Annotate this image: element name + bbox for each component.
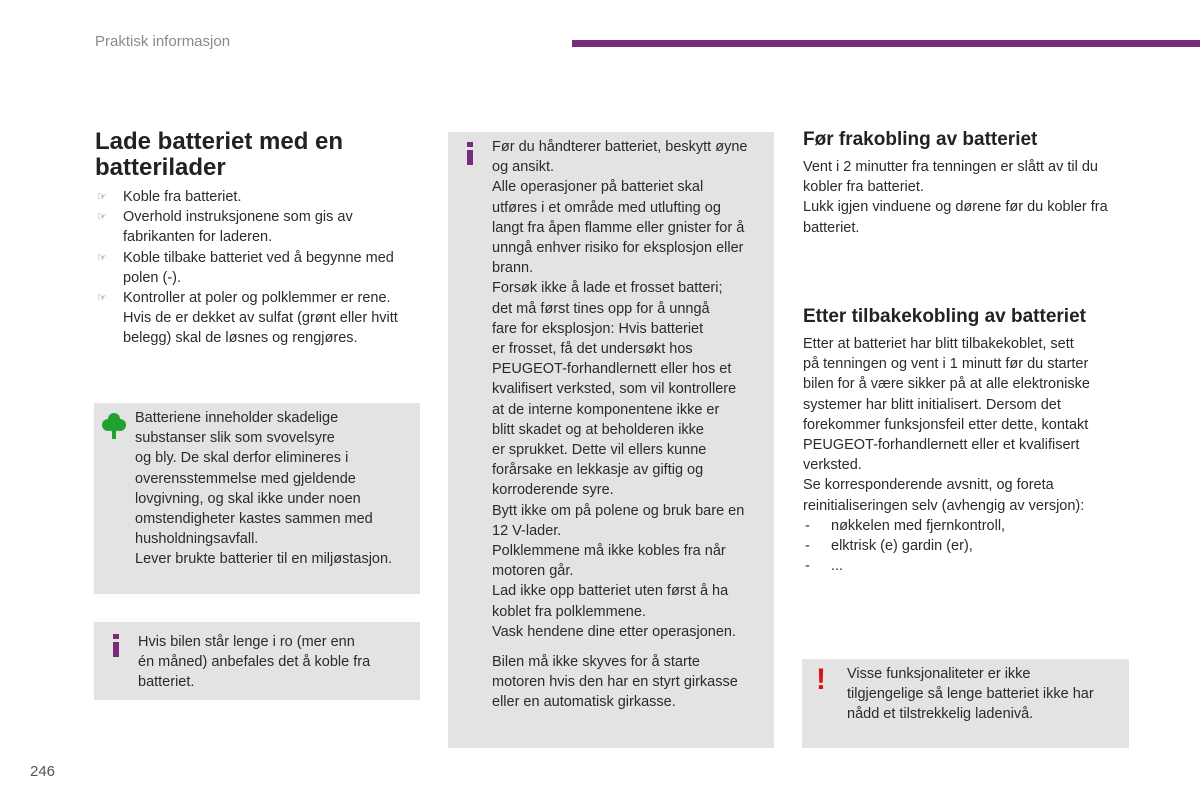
section-body <box>803 157 1133 238</box>
list-item-text: fabrikanten for laderen. <box>123 229 273 246</box>
text-line: PEUGEOT-forhandlernett eller hos et <box>492 361 732 378</box>
warning-text <box>847 664 1125 725</box>
page-number: 246 <box>30 763 56 780</box>
info-icon <box>464 142 476 165</box>
text-line: er frosset, få det undersøkt hos <box>492 341 693 358</box>
list-item: - ... <box>805 558 844 575</box>
text-line: og bly. De skal derfor elimineres i <box>135 450 349 467</box>
list-item <box>95 187 425 207</box>
text-line: Bilen må ikke skyves for å starte <box>492 654 700 671</box>
text-line: blitt skadet og at beholderen ikke <box>492 421 704 438</box>
text-line: forekommer funksjonsfeil etter dette, kontakt <box>803 416 1089 433</box>
list-item-text: ... <box>831 558 844 575</box>
text-line: og ansikt. <box>492 159 555 176</box>
list-item-text: Hvis de er dekket av sulfat (grønt eller hvitt <box>123 310 398 327</box>
text-line: batteriet. <box>803 219 860 236</box>
hand-pointer-icon: ☞ <box>97 191 107 203</box>
list-item-text: Koble fra batteriet. <box>123 189 242 205</box>
text-line: Lukk igjen vinduene og dørene før du kobler fra <box>803 199 1108 216</box>
text-line: verksted. <box>803 457 862 474</box>
text-line: Lad ikke opp batteriet uten først å ha <box>492 583 729 600</box>
header-accent-bar <box>572 40 1200 47</box>
before-disconnect-section <box>803 129 1133 238</box>
text-line: fare for eksplosjon: Hvis batteriet <box>492 320 704 337</box>
list-item <box>95 207 425 247</box>
left-column <box>95 129 425 349</box>
text-line: utføres i et område med utlufting og <box>492 199 721 216</box>
text-line: bilen for å være sikker på at alle elektroniske <box>803 376 1090 393</box>
text-line: unngå enhver risiko for eksplosjon eller <box>492 240 744 257</box>
text-line: Forsøk ikke å lade et frosset batteri; <box>492 280 723 297</box>
text-line: substanser slik som svovelsyre <box>135 430 335 447</box>
text-line: Vask hendene dine etter operasjonen. <box>492 623 736 640</box>
list-item: - elktrisk (e) gardin (er), <box>805 538 973 555</box>
list-item <box>95 288 425 349</box>
text-line: lovgivning, og skal ikke under noen <box>135 490 361 507</box>
text-line: brann. <box>492 260 534 277</box>
after-reconnect-section <box>803 306 1133 576</box>
text-line: overensstemmelse med gjeldende <box>135 470 356 487</box>
list-item-text: Overhold instruksjonene som gis av <box>123 209 353 226</box>
text-line: at de interne komponentene ikke er <box>492 401 720 418</box>
text-line: Vent i 2 minutter fra tenningen er slått av til du <box>803 159 1098 175</box>
hand-pointer-icon: ☞ <box>97 211 107 224</box>
section-body <box>803 334 1133 516</box>
text-line: motoren går. <box>492 563 574 580</box>
text-line: omstendigheter kastes sammen med <box>135 511 373 528</box>
text-line: Se korresponderende avsnitt, og foreta <box>803 477 1054 494</box>
list-item-text: Kontroller at poler og polklemmer er rene. <box>123 290 391 307</box>
text-line: nådd et tilstrekkelig ladenivå. <box>847 706 1034 723</box>
text-line: langt fra åpen flamme eller gnister for å <box>492 219 745 236</box>
text-line: koblet fra polklemmene. <box>492 603 646 620</box>
text-line: Bytt ikke om på polene og bruk bare en <box>492 502 745 519</box>
page-title-line-2: batterilader <box>95 154 226 181</box>
text-line: Før du håndterer batteriet, beskytt øyne <box>492 139 748 155</box>
text-line: Batteriene inneholder skadelige <box>135 410 339 426</box>
text-line: Hvis bilen står lenge i ro (mer enn <box>138 634 355 650</box>
charging-steps <box>95 187 425 349</box>
text-line: forårsake en lekkasje av giftig og <box>492 462 704 479</box>
exclamation-icon: ! <box>816 663 826 696</box>
text-line: eller en automatisk girkasse. <box>492 694 676 711</box>
text-line: Lever brukte batterier til en miljøstasjon. <box>135 551 393 568</box>
text-line: batteriet. <box>138 674 195 691</box>
text-line: Polklemmene må ikke kobles fra når <box>492 543 726 560</box>
reinit-list <box>803 516 1133 577</box>
list-item-text: elktrisk (e) gardin (er), <box>831 538 973 555</box>
text-line: systemer har blitt initialisert. Dersom det <box>803 396 1061 413</box>
section-header: Praktisk informasjon <box>95 33 231 50</box>
text-line: PEUGEOT-forhandlernett eller et kvalifisert <box>803 437 1080 454</box>
section-title: Etter tilbakekobling av batteriet <box>803 306 1086 327</box>
list-item-text: belegg) skal de løsnes og rengjøres. <box>123 330 358 347</box>
storage-info-box <box>94 622 420 700</box>
list-item-text: Koble tilbake batteriet ved å begynne med <box>123 249 394 266</box>
text-line: kvalifisert verksted, som vil kontrollere <box>492 381 737 398</box>
text-line: husholdningsavfall. <box>135 531 259 548</box>
text-line: Etter at batteriet har blitt tilbakekoblet, sett <box>803 336 1074 352</box>
text-line: det må først tines opp for å unngå <box>492 300 710 317</box>
safety-info-text <box>492 137 772 713</box>
environment-note-text <box>135 408 415 570</box>
text-line: korroderende syre. <box>492 482 614 499</box>
list-item <box>95 248 425 288</box>
tree-icon <box>102 412 126 445</box>
text-line: Visse funksjonaliteter er ikke <box>847 666 1031 682</box>
environment-note-box <box>94 403 420 594</box>
warning-box <box>802 659 1129 748</box>
list-item-text: polen (-). <box>123 269 182 286</box>
text-line: tilgjengelige så lenge batteriet ikke har <box>847 686 1094 703</box>
list-item-text: nøkkelen med fjernkontroll, <box>831 517 1006 534</box>
text-line: reinitialiseringen selv (avhengig av versjon): <box>803 497 1085 514</box>
hand-pointer-icon: ☞ <box>97 292 107 305</box>
storage-info-text <box>138 632 413 693</box>
safety-info-box <box>448 132 774 748</box>
text-line: på tenningen og vent i 1 minutt før du starter <box>803 356 1089 373</box>
list-item: - nøkkelen med fjernkontroll, <box>805 517 1006 534</box>
page-title-line-1: Lade batteriet med en <box>95 128 344 155</box>
page-title <box>95 129 425 181</box>
hand-pointer-icon: ☞ <box>97 251 107 264</box>
info-icon <box>110 634 122 657</box>
text-line: motoren hvis den har en styrt girkasse <box>492 674 738 691</box>
section-title: Før frakobling av batteriet <box>803 129 1038 150</box>
text-line: kobler fra batteriet. <box>803 179 924 196</box>
text-line: Alle operasjoner på batteriet skal <box>492 179 704 196</box>
text-line: én måned) anbefales det å koble fra <box>138 654 371 671</box>
text-line: er sprukket. Dette vil ellers kunne <box>492 442 707 459</box>
text-line: 12 V-lader. <box>492 522 562 539</box>
